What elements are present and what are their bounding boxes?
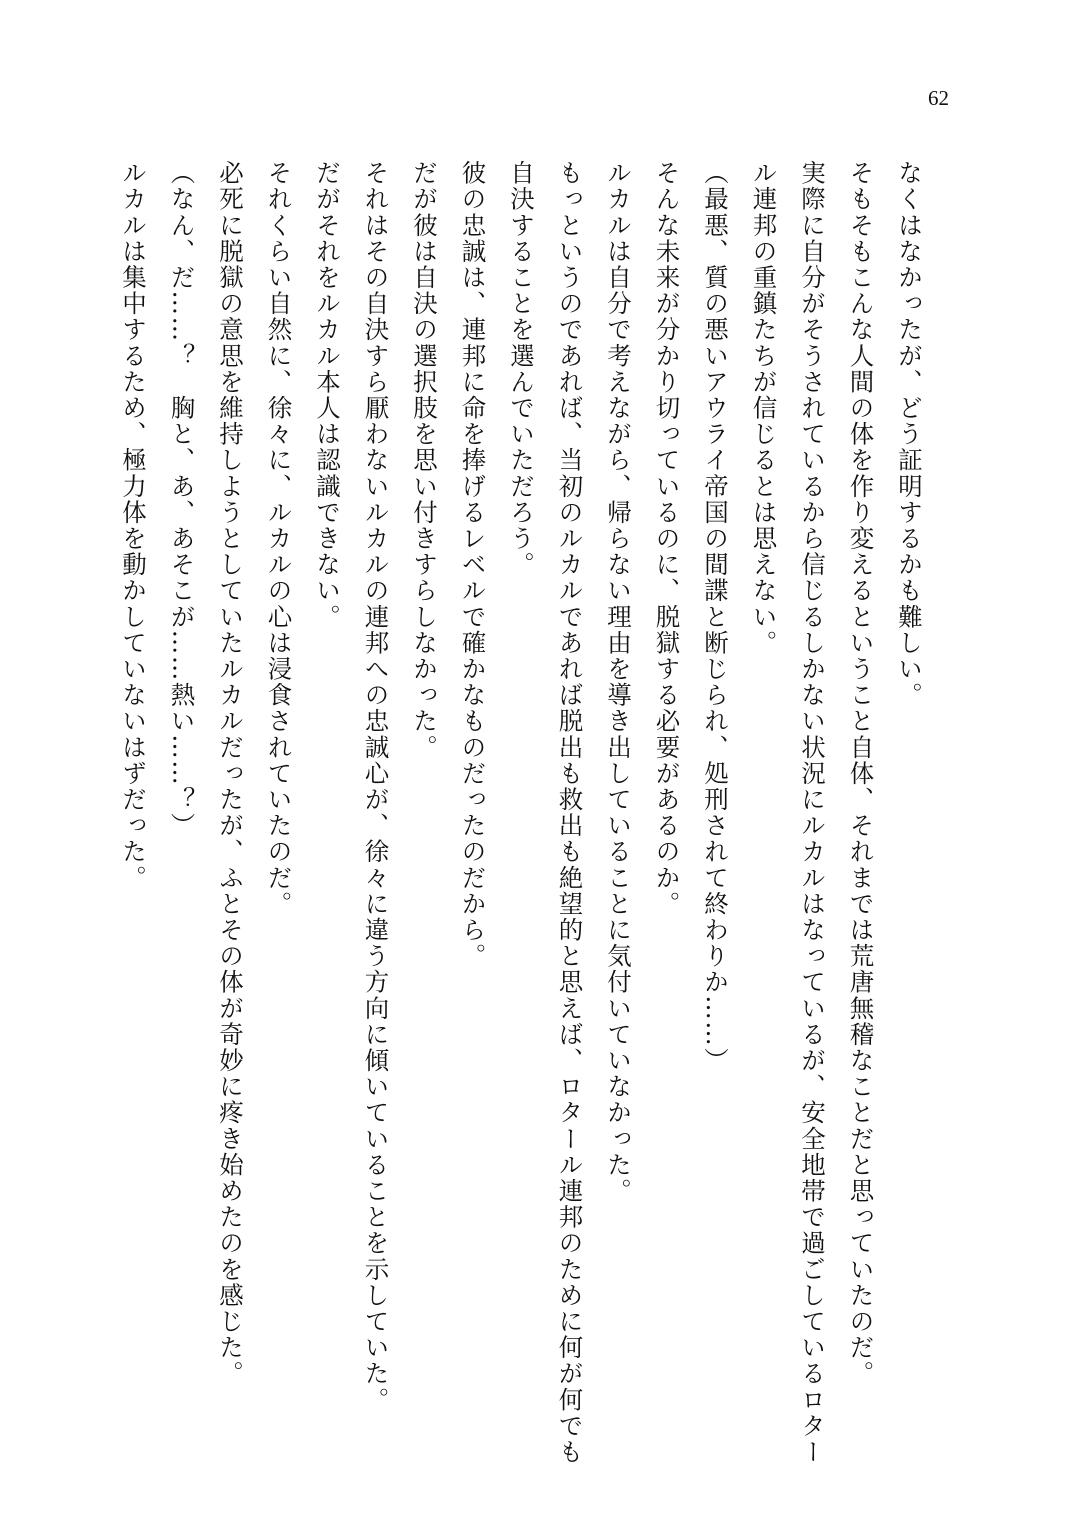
text-line: 自決することを選んでいただろう。 [507, 160, 536, 578]
text-line: ルカルは集中するため、極力体を動かしていないはずだった。 [119, 160, 148, 891]
text-line: それはその自決すら厭わないルカルの連邦への忠誠心が、徐々に違う方向に傾いていることを示していた。 [361, 160, 391, 1413]
text-line: それくらい自然に、徐々に、ルカルの心は浸食されていたのだ。 [264, 160, 294, 917]
text-line: 彼の忠誠は、連邦に命を捧げるレベルで確かなものだったのだから。 [458, 160, 488, 970]
page-number: 62 [928, 86, 949, 110]
text-line: そもそもこんな人間の体を作り変えるということ自体、それまでは荒唐無稽なことだと思っていたのだ。 [846, 160, 876, 1387]
text-line: だがそれをルカル本人は認識できない。 [313, 160, 342, 630]
text-line: だが彼は自決の選択肢を思い付きすらしなかった。 [410, 160, 439, 761]
body-text [119, 160, 933, 1465]
text-line: （最悪、質の悪いアウライ帝国の間諜と断じられ、処刑されて終わりか……） [701, 160, 730, 1074]
text-line: なくはなかったが、どう証明するかも難しい。 [895, 160, 924, 709]
text-line: そんな未来が分かり切っているのに、脱獄する必要があるのか。 [652, 160, 682, 917]
text-line: 実際に自分がそうされているから信じるしかない状況にルカルはなっているが、安全地帯で過ごしているロター [798, 160, 827, 1465]
text-line: もっというのであれば、当初のルカルであれば脱出も救出も絶望的と思えば、ロタール連邦のために何が何でも [555, 160, 585, 1465]
text-line: ル連邦の重鎮たちが信じるとは思えない。 [749, 160, 779, 656]
text-line: （なん、だ……？ 胸と、あ、あそこが……熱い……？） [167, 160, 197, 839]
text-line: ルカルは自分で考えながら、帰らない理由を導き出していることに気付いていなかった。 [604, 160, 633, 1204]
text-line: 必死に脱獄の意思を維持しようとしていたルカルだったが、ふとその体が奇妙に疼き始めたのを感じた。 [216, 160, 245, 1387]
